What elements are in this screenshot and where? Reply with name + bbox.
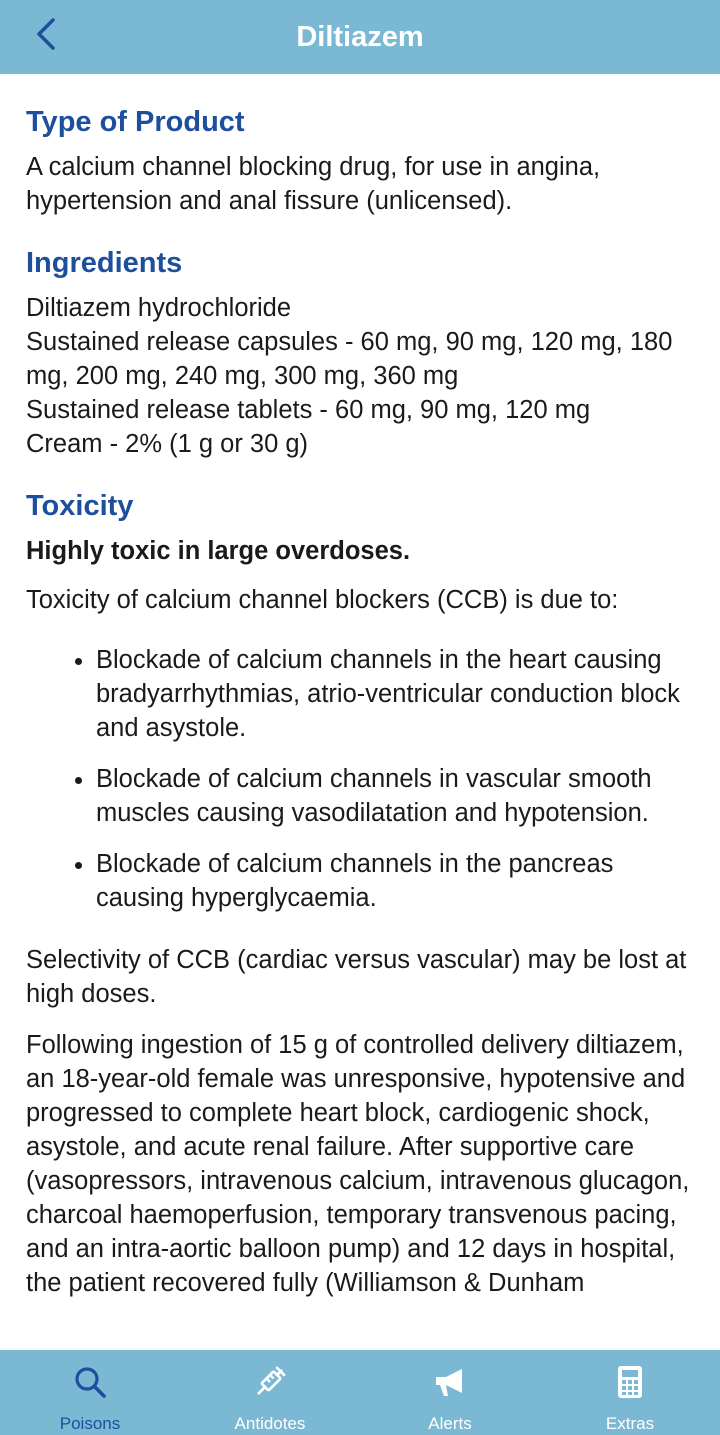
list-item: • Blockade of calcium channels in the heart causing bradyarrhythmias, atrio-ventricular conduction block and asystole. [96, 643, 694, 745]
ingredient-line: Sustained release capsules - 60 mg, 90 mg, 120 mg, 180 mg, 200 mg, 240 mg, 300 mg, 360 mg [26, 328, 673, 390]
ingredient-line: Cream - 2% (1 g or 30 g) [26, 430, 309, 458]
section-heading-ingredients: Ingredients [26, 247, 183, 279]
syringe-icon [252, 1364, 288, 1400]
search-icon [72, 1364, 108, 1400]
toxicity-section [26, 486, 694, 1300]
ingredients-section [26, 243, 694, 461]
section-heading-type: Type of Product [26, 106, 245, 138]
tab-poisons[interactable] [0, 1350, 180, 1435]
toxicity-intro: Toxicity of calcium channel blockers (CCB) is due to: [26, 586, 619, 614]
tab-extras[interactable] [540, 1350, 720, 1435]
tab-label: Poisons [59, 1414, 121, 1433]
tab-alerts[interactable] [360, 1350, 540, 1435]
bottom-tab-bar [0, 1350, 720, 1435]
toxicity-warning: Highly toxic in large overdoses. [26, 537, 411, 565]
selectivity-text: Selectivity of CCB (cardiac versus vascular) may be lost at high doses. [26, 946, 687, 1008]
list-item: • Blockade of calcium channels in the pancreas causing hyperglycaemia. [96, 847, 694, 915]
header-bar [0, 0, 720, 74]
tab-antidotes[interactable] [180, 1350, 360, 1435]
tab-label: Alerts [428, 1414, 472, 1433]
list-item: • Blockade of calcium channels in vascular smooth muscles causing vasodilatation and hypotension. [96, 762, 694, 830]
type-of-product-text: A calcium channel blocking drug, for use in angina, hypertension and anal fissure (unlicensed). [26, 153, 601, 215]
ingredient-line: Diltiazem hydrochloride [26, 294, 292, 322]
tab-label: Antidotes [234, 1414, 306, 1433]
ingredient-line: Sustained release tablets - 60 mg, 90 mg, 120 mg [26, 396, 591, 424]
type-of-product-section [26, 102, 694, 218]
tab-label: Extras [605, 1414, 655, 1433]
toxicity-bullet-list [26, 643, 694, 915]
megaphone-icon [432, 1364, 468, 1400]
case-report-text: Following ingestion of 15 g of controlled delivery diltiazem, an 18-year-old female was unresponsive, hypotensive and progressed to complete heart block, cardiogenic shock, asystole, and acute renal failure. After supportive care (vasopressors, intravenous calcium, intravenous glucagon, charcoal haemoperfusion, temporary transvenous pacing, and an intra-aortic balloon pump) and 12 days in hospital, the patient recovered fully (Williamson & Dunham [26, 1031, 690, 1297]
monograph-content[interactable] [0, 74, 720, 1350]
page-title: Diltiazem [296, 21, 424, 53]
section-heading-toxicity: Toxicity [26, 490, 134, 522]
calculator-icon [612, 1364, 648, 1400]
